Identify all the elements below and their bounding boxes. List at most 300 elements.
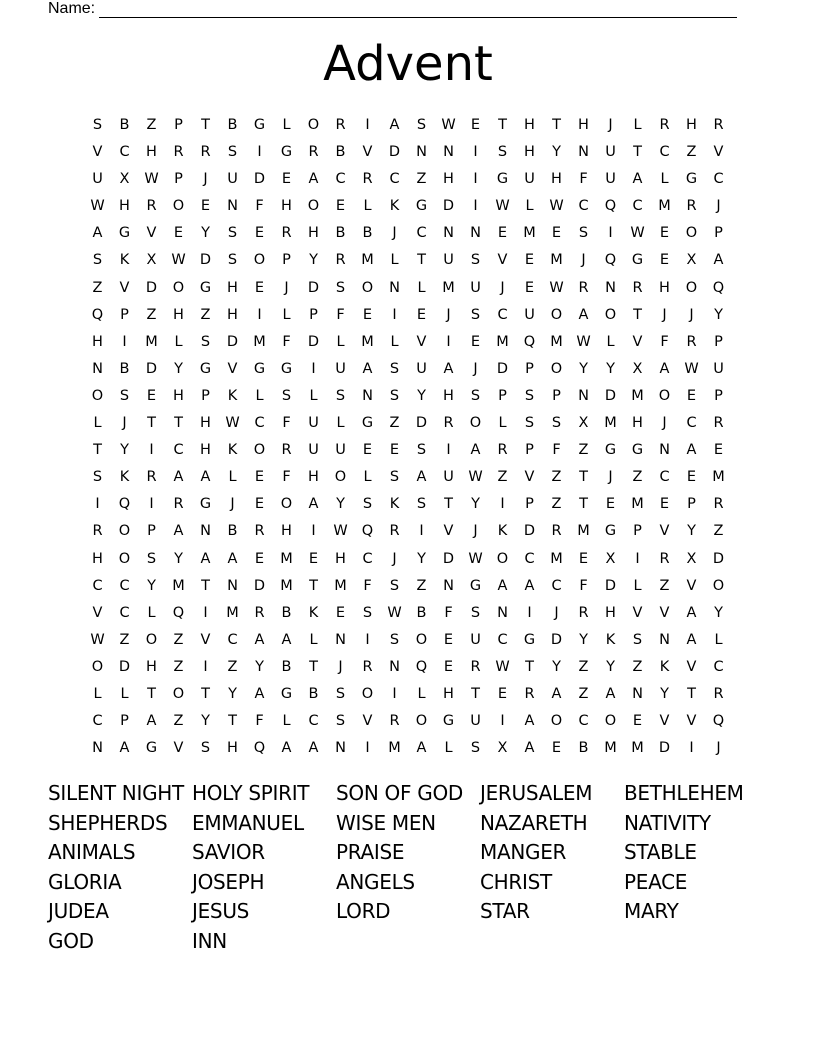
grid-letter: F [282,415,291,432]
grid-letter: W [387,604,402,621]
grid-letter: E [254,225,265,242]
grid-letter: Z [146,117,157,133]
grid-letter: G [523,631,536,648]
grid-letter: R [281,442,292,459]
grid-letter: N [389,658,400,675]
grid-letter: O [172,279,185,296]
grid-letter: L [714,631,723,648]
grid-letter: L [309,631,318,648]
grid-letter: Z [551,469,562,486]
grid-letter: M [631,496,644,513]
grid-letter: T [201,117,210,133]
grid-letter: G [253,117,266,133]
grid-letter: L [363,469,372,486]
grid-letter: Y [201,225,210,242]
grid-letter: S [389,631,400,648]
grid-letter: L [120,685,129,702]
grid-letter: Q [361,523,374,540]
grid-letter: V [713,144,724,161]
grid-letter: D [388,144,401,161]
grid-letter: T [201,577,210,594]
grid-letter: Y [255,658,264,675]
grid-letter: A [362,360,373,377]
grid-letter: M [280,577,293,594]
grid-letter: Y [147,577,156,594]
grid-letter: S [200,740,211,757]
grid-letter: H [119,198,130,215]
grid-letter: P [633,523,642,540]
word-list-item: MARY [624,899,679,924]
grid-letter: X [632,360,643,377]
grid-letter: W [630,225,645,242]
grid-letter: S [551,415,562,432]
grid-letter: I [149,442,154,459]
word-list-item: ANGELS [336,869,415,894]
grid-letter: E [254,496,265,513]
grid-letter: E [632,713,643,730]
grid-letter: N [632,685,643,702]
grid-letter: N [92,740,103,757]
grid-letter: D [550,631,563,648]
grid-letter: Y [174,550,183,567]
grid-letter: Q [253,740,266,757]
grid-letter: C [92,713,103,730]
grid-letter: H [308,225,319,242]
grid-letter: J [608,469,613,486]
grid-letter: V [686,713,697,730]
grid-letter: C [389,171,400,188]
grid-letter: C [416,225,427,242]
grid-letter: V [659,604,670,621]
grid-letter: S [335,713,346,730]
grid-letter: V [497,252,508,269]
grid-letter: C [713,658,724,675]
grid-letter: G [604,442,617,459]
grid-letter: G [631,442,644,459]
grid-letter: G [685,171,698,188]
grid-letter: S [362,604,373,621]
grid-letter: A [416,740,427,757]
grid-letter: J [716,740,721,757]
grid-letter: H [578,117,589,133]
grid-letter: I [500,713,505,730]
grid-letter: U [470,713,481,730]
grid-letter: N [659,442,670,459]
grid-letter: O [118,523,131,540]
word-list-item: PRAISE [336,840,405,865]
grid-letter: M [388,740,401,757]
grid-letter: K [119,469,130,486]
grid-letter: N [443,577,454,594]
grid-letter: L [525,198,534,215]
grid-letter: D [712,550,725,567]
grid-letter: Y [579,631,588,648]
grid-letter: G [361,415,374,432]
grid-letter: J [392,550,397,567]
grid-letter: M [712,469,725,486]
grid-letter: R [713,496,724,513]
grid-letter: M [577,523,590,540]
grid-letter: T [174,415,183,432]
grid-letter: O [334,469,347,486]
grid-letter: Q [91,306,104,323]
grid-letter: A [659,360,670,377]
word-list-item: PEACE [624,869,688,894]
grid-letter: U [227,171,238,188]
grid-letter: W [225,415,240,432]
grid-letter: A [605,685,616,702]
grid-letter: O [685,279,698,296]
grid-letter: E [362,306,373,323]
grid-letter: A [173,469,184,486]
grid-letter: Z [632,469,643,486]
grid-letter: E [254,279,265,296]
grid-letter: A [227,550,238,567]
grid-letter: O [550,360,563,377]
grid-letter: S [146,550,157,567]
grid-letter: X [686,252,697,269]
grid-letter: S [416,117,427,133]
grid-letter: V [686,577,697,594]
grid-letter: R [578,604,589,621]
grid-letter: F [336,306,345,323]
word-list-item: JERUSALEM [480,781,593,805]
grid-letter: I [311,523,316,540]
grid-letter: T [309,577,318,594]
grid-letter: S [389,469,400,486]
word-list-item: EMMANUEL [192,810,304,835]
grid-letter: N [335,740,346,757]
grid-letter: T [633,306,642,323]
grid-letter: F [579,577,588,594]
grid-letter: K [119,252,130,269]
grid-letter: D [226,333,239,350]
grid-letter: O [172,685,185,702]
grid-letter: I [473,198,478,215]
grid-letter: K [389,198,400,215]
grid-letter: V [227,360,238,377]
grid-letter: Y [336,496,345,513]
grid-letter: L [606,333,615,350]
grid-letter: G [280,685,293,702]
grid-letter: M [280,550,293,567]
grid-letter: E [497,685,508,702]
grid-letter: H [551,171,562,188]
grid-letter: J [554,604,559,621]
grid-letter: O [307,117,320,133]
grid-letter: L [174,333,183,350]
grid-letter: I [122,333,127,350]
word-list [48,779,768,957]
grid-letter: C [254,415,265,432]
grid-letter: E [389,442,400,459]
grid-letter: G [199,279,212,296]
grid-letter: I [500,496,505,513]
grid-letter: J [230,496,235,513]
grid-letter: L [498,415,507,432]
grid-letter: H [173,306,184,323]
grid-letter: T [444,496,453,513]
grid-letter: R [524,685,535,702]
grid-letter: N [578,144,589,161]
grid-letter: E [578,550,589,567]
grid-letter: D [658,740,671,757]
grid-letter: U [470,279,481,296]
grid-letter: L [309,387,318,404]
grid-letter: T [147,415,156,432]
grid-letter: P [282,252,291,269]
grid-letter: U [524,171,535,188]
grid-letter: P [525,496,534,513]
grid-letter: G [118,225,131,242]
grid-letter: T [579,469,588,486]
grid-letter: W [684,360,699,377]
grid-letter: O [307,198,320,215]
grid-letter: X [497,740,508,757]
grid-letter: A [254,685,265,702]
grid-letter: K [308,604,319,621]
grid-letter: I [203,604,208,621]
word-list-item: STAR [480,899,530,924]
grid-letter: F [255,713,264,730]
grid-letter: H [173,387,184,404]
grid-letter: V [173,740,184,757]
grid-letter: D [253,171,266,188]
grid-letter: W [495,198,510,215]
grid-letter: S [524,387,535,404]
grid-letter: A [119,740,130,757]
grid-letter: M [523,225,536,242]
grid-letter: O [91,387,104,404]
name-blank-line [99,2,737,18]
grid-letter: R [686,198,697,215]
grid-letter: V [659,523,670,540]
grid-letter: C [119,604,130,621]
word-list-item: WISE MEN [336,810,436,835]
grid-letter: M [253,333,266,350]
grid-letter: M [496,333,509,350]
grid-letter: R [362,171,373,188]
word-list-item: STABLE [624,840,697,865]
grid-letter: M [226,604,239,621]
grid-letter: B [578,740,589,757]
grid-letter: Y [309,252,318,269]
grid-letter: S [362,496,373,513]
grid-letter: L [660,171,669,188]
grid-letter: G [442,713,455,730]
grid-letter: N [416,144,427,161]
grid-letter: Y [120,442,129,459]
grid-letter: V [686,658,697,675]
grid-letter: R [578,279,589,296]
grid-letter: A [686,604,697,621]
grid-letter: U [416,360,427,377]
grid-letter: J [338,658,343,675]
grid-letter: O [712,577,725,594]
grid-letter: P [309,306,318,323]
grid-letter: O [253,442,266,459]
grid-letter: Z [551,496,562,513]
grid-letter: L [255,387,264,404]
grid-letter: S [119,387,130,404]
grid-letter: R [713,415,724,432]
grid-letter: S [632,631,643,648]
grid-letter: Q [172,604,185,621]
grid-letter: H [308,469,319,486]
grid-letter: R [335,252,346,269]
grid-letter: I [527,604,532,621]
grid-letter: S [470,387,481,404]
grid-letter: O [118,550,131,567]
grid-letter: M [658,198,671,215]
grid-letter: T [147,685,156,702]
grid-letter: O [604,306,617,323]
grid-letter: K [227,442,238,459]
grid-letter: U [524,306,535,323]
grid-letter: O [91,658,104,675]
grid-letter: E [362,442,373,459]
grid-letter: P [525,442,534,459]
grid-letter: E [524,252,535,269]
grid-letter: T [417,252,426,269]
grid-letter: D [199,252,212,269]
grid-letter: S [335,685,346,702]
grid-letter: M [550,550,563,567]
grid-letter: S [524,415,535,432]
grid-letter: D [145,360,158,377]
grid-letter: W [549,279,564,296]
grid-letter: T [579,496,588,513]
grid-letter: N [578,387,589,404]
grid-letter: I [95,496,100,513]
grid-letter: I [473,144,478,161]
grid-letter: L [282,306,291,323]
grid-letter: J [392,225,397,242]
grid-letter: R [713,117,724,133]
grid-letter: H [92,550,103,567]
word-list-item: ANIMALS [48,840,136,865]
grid-letter: R [335,117,346,133]
grid-letter: S [227,144,238,161]
grid-letter: E [470,333,481,350]
grid-letter: M [604,740,617,757]
grid-letter: D [145,279,158,296]
word-list-item: JUDEA [48,899,109,924]
grid-letter: Y [714,306,723,323]
page-title: Advent [323,36,493,92]
grid-letter: E [659,496,670,513]
word-list-item: GLORIA [48,869,122,894]
grid-letter: M [361,252,374,269]
word-list-item: BETHLEHEM [624,781,744,805]
grid-letter: E [335,604,346,621]
grid-letter: G [253,360,266,377]
word-list-item: NAZARETH [480,810,588,835]
grid-letter: B [227,523,238,540]
grid-letter: H [443,387,454,404]
grid-letter: S [470,740,481,757]
grid-letter: H [200,415,211,432]
grid-letter: B [335,144,346,161]
grid-letter: R [173,496,184,513]
grid-letter: S [200,333,211,350]
grid-letter: W [171,252,186,269]
grid-letter: H [227,279,238,296]
grid-letter: V [362,144,373,161]
grid-letter: I [608,225,613,242]
grid-letter: Y [687,523,696,540]
grid-letter: Z [578,442,589,459]
grid-letter: C [362,550,373,567]
grid-letter: G [631,252,644,269]
grid-letter: E [308,550,319,567]
grid-letter: A [713,252,724,269]
grid-letter: J [581,252,586,269]
grid-letter: A [686,631,697,648]
grid-letter: I [392,306,397,323]
grid-letter: E [497,225,508,242]
grid-letter: Z [173,658,184,675]
grid-letter: L [417,685,426,702]
word-list-item: JOSEPH [192,869,265,894]
name-field [48,0,737,18]
grid-letter: P [201,387,210,404]
grid-letter: G [469,577,482,594]
grid-letter: O [361,279,374,296]
grid-letter: S [92,469,103,486]
grid-letter: J [716,198,721,215]
grid-letter: A [281,740,292,757]
grid-letter: F [444,604,453,621]
grid-letter: D [307,333,320,350]
grid-letter: D [604,387,617,404]
grid-letter: N [443,225,454,242]
grid-letter: E [173,225,184,242]
grid-letter: Y [471,496,480,513]
grid-letter: M [361,333,374,350]
word-list-item: SILENT NIGHT [48,781,184,805]
grid-letter: K [227,387,238,404]
grid-letter: Z [632,658,643,675]
grid-letter: A [551,685,562,702]
word-list-item: MANGER [480,840,567,865]
grid-letter: H [227,306,238,323]
grid-letter: B [362,225,373,242]
grid-letter: V [119,279,130,296]
grid-letter: K [605,631,616,648]
grid-letter: M [145,333,158,350]
grid-letter: D [604,577,617,594]
grid-letter: E [416,306,427,323]
grid-letter: W [144,171,159,188]
grid-letter: I [311,360,316,377]
grid-letter: S [470,306,481,323]
grid-letter: S [389,577,400,594]
grid-letter: C [632,198,643,215]
grid-letter: O [280,496,293,513]
grid-letter: I [257,144,262,161]
grid-letter: C [713,171,724,188]
grid-letter: Z [713,523,724,540]
grid-letter: T [309,658,318,675]
grid-letter: J [689,306,694,323]
grid-letter: H [335,550,346,567]
grid-letter: N [659,631,670,648]
grid-letter: Z [173,713,184,730]
grid-letter: C [335,171,346,188]
grid-letter: R [686,333,697,350]
grid-letter: V [416,333,427,350]
